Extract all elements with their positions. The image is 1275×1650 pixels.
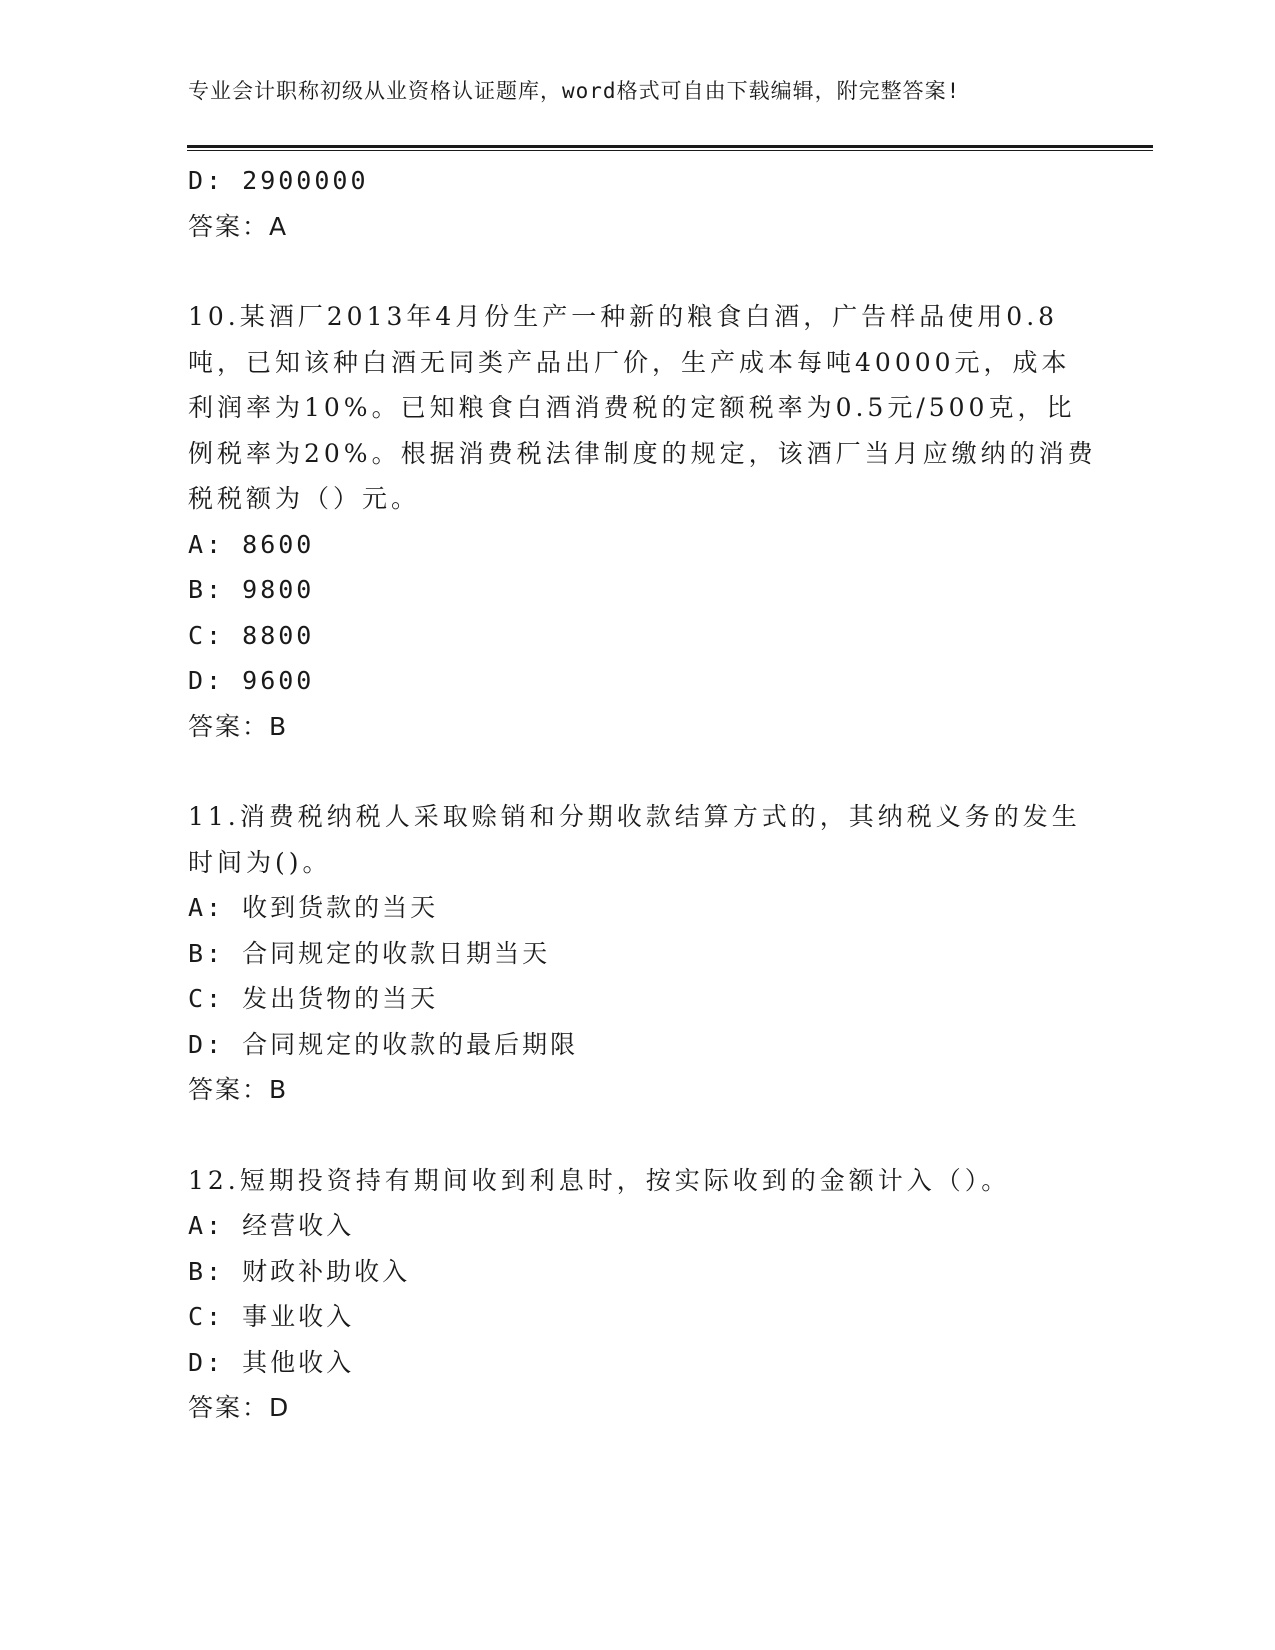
q10-stem-line: 利润率为10%。已知粮食白酒消费税的定额税率为0.5元/500克，比 [188, 393, 1076, 422]
header-rule-thin [187, 150, 1153, 151]
prev-answer: 答案：A [188, 211, 289, 241]
prev-option-d: D: 2900000 [188, 166, 369, 195]
q10-option-a: A: 8600 [188, 529, 315, 559]
question-content [188, 158, 1097, 1431]
q10-stem-line: 10.某酒厂2013年4月份生产一种新的粮食白酒，广告样品使用0.8 [188, 302, 1059, 331]
q11-stem-line: 11.消费税纳税人采取赊销和分期收款结算方式的，其纳税义务的发生 [188, 802, 1081, 831]
spacer [188, 749, 1088, 794]
q10-answer: 答案：B [188, 711, 289, 741]
q10-option-d: D: 9600 [188, 666, 315, 695]
q11-option-c: C: 发出货物的当天 [188, 984, 439, 1013]
q12-option-d: D: 其他收入 [188, 1347, 355, 1377]
q12-stem-line: 12.短期投资持有期间收到利息时，按实际收到的金额计入（）。 [188, 1165, 1011, 1195]
spacer [188, 249, 1088, 294]
q12-option-a: A: 经营收入 [188, 1211, 355, 1240]
q11-option-a: A: 收到货款的当天 [188, 893, 439, 922]
q11-answer: 答案：B [188, 1075, 289, 1104]
question-11 [188, 794, 1088, 1113]
q12-option-b: B: 财政补助收入 [188, 1256, 411, 1286]
q12-answer: 答案：D [188, 1393, 291, 1422]
q10-option-c: C: 8800 [188, 620, 315, 650]
q10-stem-line: 税税额为（）元。 [188, 484, 421, 513]
q11-stem-line: 时间为()。 [188, 847, 332, 877]
question-12 [188, 1158, 1088, 1431]
q10-stem-line: 吨，已知该种白酒无同类产品出厂价，生产成本每吨40000元，成本 [188, 347, 1071, 377]
q10-stem-line: 例税率为20%。根据消费税法律制度的规定，该酒厂当月应缴纳的消费 [188, 438, 1097, 468]
q11-option-d: D: 合同规定的收款的最后期限 [188, 1029, 579, 1059]
q12-option-c: C: 事业收入 [188, 1302, 355, 1331]
page-header: 专业会计职称初级从业资格认证题库，word格式可自由下载编辑，附完整答案! [188, 79, 961, 103]
header-rule-thick [187, 145, 1153, 148]
q11-option-b: B: 合同规定的收款日期当天 [188, 938, 551, 968]
spacer [188, 1113, 1088, 1158]
q10-option-b: B: 9800 [188, 575, 315, 604]
question-10 [188, 294, 1097, 749]
